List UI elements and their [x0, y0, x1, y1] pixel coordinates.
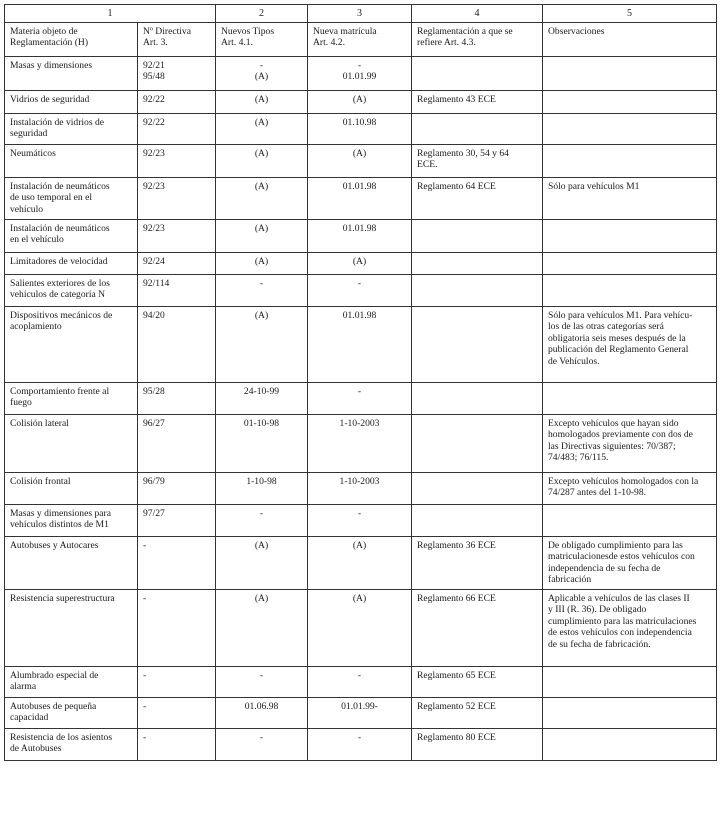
cell-nueva-matricula	[308, 536, 412, 589]
cell-line	[417, 508, 537, 520]
cell-line: (A)	[254, 539, 269, 551]
cell-line: cumplimiento para las matriculaciones	[548, 615, 697, 627]
cell-line	[548, 508, 711, 520]
cell-reglamentacion	[412, 306, 543, 382]
cell-line: -	[259, 507, 264, 519]
cell-line: de Autobuses	[10, 743, 62, 755]
column-number-3: 3	[308, 5, 412, 23]
cell-line: Instalación de vidrios de	[10, 116, 105, 128]
cell-directiva	[138, 414, 216, 472]
header-nueva-matricula	[308, 22, 412, 56]
cell-materia	[5, 472, 138, 504]
cell-reglamentacion	[412, 90, 543, 113]
cell-line: -	[357, 731, 362, 743]
cell-nueva-matricula	[308, 697, 412, 728]
cell-line: 92/24	[143, 255, 165, 267]
cell-line: -	[143, 592, 147, 604]
cell-line: -	[143, 669, 147, 681]
table-row	[5, 536, 717, 589]
cell-line	[548, 94, 711, 106]
cell-line: 92/22	[143, 116, 165, 128]
cell-directiva	[138, 666, 216, 697]
header-nuevos-tipos	[216, 22, 308, 56]
cell-line: 96/27	[143, 417, 165, 429]
cell-line: -	[357, 59, 362, 71]
cell-nuevos-tipos	[216, 219, 308, 252]
cell-reglamentacion	[412, 472, 543, 504]
cell-reglamentacion	[412, 666, 543, 697]
cell-line: Masas y dimensiones	[10, 59, 93, 71]
cell-line: Reglamento 64 ECE	[417, 180, 496, 192]
cell-nueva-matricula	[308, 144, 412, 177]
cell-line: -	[259, 669, 264, 681]
cell-line: Aplicable a vehículos de las clases II	[548, 592, 690, 604]
cell-materia	[5, 252, 138, 274]
cell-line: -	[143, 539, 147, 551]
cell-nueva-matricula	[308, 113, 412, 144]
regulation-table	[4, 4, 717, 761]
cell-directiva	[138, 144, 216, 177]
cell-observaciones	[543, 90, 717, 113]
cell-line: (A)	[254, 116, 269, 128]
table-row	[5, 90, 717, 113]
table-row	[5, 697, 717, 728]
cell-materia	[5, 177, 138, 219]
cell-materia	[5, 306, 138, 382]
cell-materia	[5, 113, 138, 144]
cell-materia	[5, 90, 138, 113]
cell-line	[548, 732, 711, 744]
cell-line: 01.10.98	[342, 116, 377, 128]
cell-materia	[5, 666, 138, 697]
cell-line: (A)	[254, 71, 269, 83]
cell-observaciones	[543, 504, 717, 536]
table-row	[5, 666, 717, 697]
cell-nuevos-tipos	[216, 252, 308, 274]
cell-nueva-matricula	[308, 728, 412, 760]
cell-line	[417, 476, 537, 488]
cell-observaciones	[543, 728, 717, 760]
cell-directiva	[138, 306, 216, 382]
cell-line: (A)	[254, 222, 269, 234]
cell-line: 01.01.99-	[341, 700, 378, 712]
cell-directiva	[138, 382, 216, 414]
cell-observaciones	[543, 414, 717, 472]
cell-line: Excepto vehículos que hayan sido	[548, 417, 679, 429]
header-line: Art. 4.1.	[221, 37, 253, 49]
cell-nueva-matricula	[308, 219, 412, 252]
cell-line: (A)	[254, 255, 269, 267]
cell-line: Instalación de neumáticos	[10, 222, 110, 234]
cell-line: (A)	[254, 180, 269, 192]
cell-line: las Directivas siguientes: 70/387;	[548, 440, 676, 452]
table-row	[5, 113, 717, 144]
cell-materia	[5, 382, 138, 414]
cell-observaciones	[543, 472, 717, 504]
header-materia	[5, 22, 138, 56]
cell-nuevos-tipos	[216, 414, 308, 472]
cell-nuevos-tipos	[216, 728, 308, 760]
cell-line: De obligado cumplimiento para las	[548, 539, 683, 551]
column-number-4: 4	[412, 5, 543, 23]
cell-observaciones	[543, 252, 717, 274]
cell-nueva-matricula	[308, 666, 412, 697]
cell-line: Reglamento 52 ECE	[417, 700, 496, 712]
cell-line	[417, 418, 537, 430]
header-line: Reglamentación (H)	[10, 37, 89, 49]
cell-nuevos-tipos	[216, 666, 308, 697]
cell-line	[548, 256, 711, 268]
cell-line: 92/114	[143, 277, 170, 289]
cell-observaciones	[543, 144, 717, 177]
cell-line: 1-10-2003	[339, 475, 380, 487]
cell-materia	[5, 697, 138, 728]
header-line: Nueva matrícula	[313, 25, 377, 37]
cell-line	[548, 701, 711, 713]
cell-line: matriculacionesde estos vehículos con	[548, 551, 695, 563]
cell-line	[417, 223, 537, 235]
cell-line: ECE.	[417, 159, 438, 171]
cell-line	[548, 278, 711, 290]
column-number-5: 5	[543, 5, 717, 23]
cell-nueva-matricula	[308, 306, 412, 382]
cell-line	[417, 117, 537, 129]
cell-line: (A)	[352, 592, 367, 604]
cell-line: -	[259, 277, 264, 289]
cell-nuevos-tipos	[216, 144, 308, 177]
cell-line: 1-10-98	[246, 475, 277, 487]
cell-materia	[5, 504, 138, 536]
cell-line: Masas y dimensiones para	[10, 507, 111, 519]
cell-directiva	[138, 536, 216, 589]
table-row	[5, 504, 717, 536]
cell-line: 01.01.98	[342, 309, 377, 321]
cell-observaciones	[543, 589, 717, 666]
cell-line: (A)	[352, 147, 367, 159]
cell-nueva-matricula	[308, 472, 412, 504]
cell-observaciones	[543, 697, 717, 728]
header-line: Art. 3.	[143, 37, 168, 49]
cell-line: Reglamento 36 ECE	[417, 539, 496, 551]
table-row	[5, 306, 717, 382]
column-number-2: 2	[216, 5, 308, 23]
cell-line: Salientes exteriores de los	[10, 277, 110, 289]
cell-directiva	[138, 274, 216, 306]
cell-line: -	[357, 277, 362, 289]
cell-line: 95/28	[143, 385, 165, 397]
cell-reglamentacion	[412, 274, 543, 306]
cell-line: 01-10-98	[243, 417, 280, 429]
cell-directiva	[138, 504, 216, 536]
header-line: Nº Directiva	[143, 25, 191, 37]
cell-nueva-matricula	[308, 589, 412, 666]
cell-line: de su fecha de fabricación.	[548, 638, 651, 650]
header-line: Art. 4.2.	[313, 37, 345, 49]
cell-line: Autobuses de pequeña	[10, 700, 97, 712]
cell-line: Autobuses y Autocares	[10, 539, 99, 551]
cell-nuevos-tipos	[216, 589, 308, 666]
cell-line: de estos vehículos con independencia	[548, 627, 692, 639]
cell-line: (A)	[352, 93, 367, 105]
cell-line: -	[259, 59, 264, 71]
cell-directiva	[138, 177, 216, 219]
cell-line: Colisión lateral	[10, 417, 69, 429]
cell-observaciones	[543, 306, 717, 382]
document-page	[4, 4, 716, 761]
cell-line: -	[357, 669, 362, 681]
cell-line: vehículos de categoría N	[10, 289, 106, 301]
cell-line: seguridad	[10, 128, 48, 140]
cell-directiva	[138, 728, 216, 760]
cell-line: (A)	[352, 539, 367, 551]
cell-line	[417, 60, 537, 72]
cell-directiva	[138, 697, 216, 728]
cell-line: Alumbrado especial de	[10, 669, 99, 681]
cell-line: vehículo	[10, 203, 44, 215]
cell-line: en el vehículo	[10, 234, 64, 246]
cell-materia	[5, 414, 138, 472]
cell-observaciones	[543, 177, 717, 219]
cell-observaciones	[543, 56, 717, 90]
cell-line: publicación del Reglamento General	[548, 344, 689, 356]
table-row	[5, 144, 717, 177]
cell-line: alarma	[10, 681, 37, 693]
cell-line: obligatoria seis meses después de la	[548, 332, 686, 344]
cell-reglamentacion	[412, 252, 543, 274]
cell-materia	[5, 728, 138, 760]
cell-line: -	[259, 731, 264, 743]
cell-directiva	[138, 113, 216, 144]
cell-directiva	[138, 219, 216, 252]
cell-line: 95/48	[143, 71, 165, 83]
cell-line	[417, 278, 537, 290]
cell-line: Reglamento 66 ECE	[417, 592, 496, 604]
cell-line: Dispositivos mecánicos de	[10, 309, 113, 321]
cell-nuevos-tipos	[216, 472, 308, 504]
cell-directiva	[138, 472, 216, 504]
cell-line: 92/22	[143, 93, 165, 105]
cell-line: Vidrios de seguridad	[10, 93, 90, 105]
cell-line: 92/23	[143, 222, 165, 234]
cell-reglamentacion	[412, 414, 543, 472]
cell-line: 1-10-2003	[339, 417, 380, 429]
cell-observaciones	[543, 666, 717, 697]
cell-observaciones	[543, 274, 717, 306]
cell-directiva	[138, 252, 216, 274]
cell-line: 24-10-99	[243, 385, 280, 397]
cell-line: acoplamiento	[10, 321, 62, 333]
table-row	[5, 177, 717, 219]
cell-line: -	[357, 507, 362, 519]
cell-nuevos-tipos	[216, 536, 308, 589]
cell-nuevos-tipos	[216, 56, 308, 90]
cell-line: (A)	[254, 93, 269, 105]
cell-observaciones	[543, 113, 717, 144]
cell-reglamentacion	[412, 728, 543, 760]
cell-nuevos-tipos	[216, 504, 308, 536]
cell-line: Instalación de neumáticos	[10, 180, 110, 192]
cell-line	[548, 670, 711, 682]
column-number-row	[5, 5, 717, 23]
cell-line: Reglamento 80 ECE	[417, 731, 496, 743]
cell-materia	[5, 274, 138, 306]
header-directiva	[138, 22, 216, 56]
cell-observaciones	[543, 219, 717, 252]
header-line: Reglamentación a que se	[417, 25, 513, 37]
cell-nueva-matricula	[308, 274, 412, 306]
cell-line: -	[357, 385, 362, 397]
cell-line: Limitadores de velocidad	[10, 255, 108, 267]
cell-line: 92/21	[143, 59, 165, 71]
cell-line: -	[143, 700, 147, 712]
cell-line: 92/23	[143, 180, 165, 192]
cell-directiva	[138, 56, 216, 90]
cell-line: independencia de su fecha de	[548, 562, 661, 574]
cell-line: (A)	[254, 592, 269, 604]
cell-line: 74/483; 76/115.	[548, 452, 609, 464]
cell-reglamentacion	[412, 697, 543, 728]
cell-line: homologados previamente con dos de	[548, 429, 693, 441]
cell-observaciones	[543, 536, 717, 589]
cell-line: Reglamento 43 ECE	[417, 93, 496, 105]
cell-line: 74/287 antes del 1-10-98.	[548, 487, 647, 499]
cell-line	[417, 386, 537, 398]
cell-reglamentacion	[412, 56, 543, 90]
cell-line: Reglamento 30, 54 y 64	[417, 147, 509, 159]
cell-line	[417, 310, 537, 322]
cell-nuevos-tipos	[216, 382, 308, 414]
table-row	[5, 274, 717, 306]
cell-nueva-matricula	[308, 90, 412, 113]
table-row	[5, 252, 717, 274]
cell-line: 01.01.98	[342, 222, 377, 234]
cell-nuevos-tipos	[216, 113, 308, 144]
cell-line: Sólo para vehículos M1	[548, 180, 640, 192]
cell-reglamentacion	[412, 589, 543, 666]
cell-reglamentacion	[412, 144, 543, 177]
cell-line: 01.06.98	[244, 700, 279, 712]
header-line: Observaciones	[548, 25, 605, 37]
cell-line: (A)	[254, 147, 269, 159]
header-reglamentacion	[412, 22, 543, 56]
cell-nueva-matricula	[308, 177, 412, 219]
cell-line: Comportamiento frente al	[10, 385, 110, 397]
table-row	[5, 414, 717, 472]
cell-line: Resistencia superestructura	[10, 592, 115, 604]
cell-line	[548, 386, 711, 398]
cell-nuevos-tipos	[216, 274, 308, 306]
cell-line: 97/27	[143, 507, 165, 519]
cell-line: (A)	[254, 309, 269, 321]
cell-reglamentacion	[412, 219, 543, 252]
cell-materia	[5, 56, 138, 90]
cell-materia	[5, 144, 138, 177]
cell-line: de Vehículos.	[548, 355, 600, 367]
table-row	[5, 56, 717, 90]
cell-nuevos-tipos	[216, 306, 308, 382]
cell-directiva	[138, 589, 216, 666]
cell-reglamentacion	[412, 504, 543, 536]
header-row	[5, 22, 717, 56]
table-row	[5, 382, 717, 414]
table-row	[5, 728, 717, 760]
cell-line	[548, 60, 711, 72]
cell-reglamentacion	[412, 113, 543, 144]
cell-materia	[5, 536, 138, 589]
cell-line: Neumáticos	[10, 147, 56, 159]
column-number-1: 1	[5, 5, 216, 23]
cell-reglamentacion	[412, 382, 543, 414]
cell-line: de uso temporal en el	[10, 192, 93, 204]
cell-line: Colisión frontal	[10, 475, 71, 487]
cell-line: y III (R. 36). De obligado	[548, 604, 647, 616]
header-observaciones	[543, 22, 717, 56]
cell-nuevos-tipos	[216, 90, 308, 113]
header-line: Materia objeto de	[10, 25, 78, 37]
cell-nueva-matricula	[308, 504, 412, 536]
header-line: refiere Art. 4.3.	[417, 37, 476, 49]
cell-line: 96/79	[143, 475, 165, 487]
cell-nuevos-tipos	[216, 697, 308, 728]
table-row	[5, 219, 717, 252]
cell-reglamentacion	[412, 536, 543, 589]
cell-line: fuego	[10, 397, 32, 409]
cell-directiva	[138, 90, 216, 113]
cell-line	[548, 148, 711, 160]
cell-line	[548, 223, 711, 235]
cell-line: fabricación	[548, 574, 592, 586]
cell-line: los de las otras categorías será	[548, 321, 664, 333]
table-row	[5, 589, 717, 666]
cell-materia	[5, 589, 138, 666]
cell-line: -	[143, 731, 147, 743]
cell-nueva-matricula	[308, 56, 412, 90]
cell-line: (A)	[352, 255, 367, 267]
cell-line	[417, 256, 537, 268]
cell-line: 01.01.98	[342, 180, 377, 192]
cell-line: 94/20	[143, 309, 165, 321]
table-row	[5, 472, 717, 504]
cell-line: capacidad	[10, 712, 49, 724]
cell-observaciones	[543, 382, 717, 414]
cell-line	[548, 117, 711, 129]
cell-line: Excepto vehículos homologados con la	[548, 475, 699, 487]
cell-line: 01.01.99	[342, 71, 377, 83]
cell-line: Resistencia de los asientos	[10, 731, 113, 743]
cell-line: Reglamento 65 ECE	[417, 669, 496, 681]
cell-nuevos-tipos	[216, 177, 308, 219]
cell-line: vehículos distintos de M1	[10, 519, 109, 531]
cell-nueva-matricula	[308, 414, 412, 472]
cell-reglamentacion	[412, 177, 543, 219]
cell-materia	[5, 219, 138, 252]
cell-line: 92/23	[143, 147, 165, 159]
cell-nueva-matricula	[308, 252, 412, 274]
header-line: Nuevos Tipos	[221, 25, 275, 37]
cell-line: Sólo para vehículos M1. Para vehícu-	[548, 309, 693, 321]
cell-nueva-matricula	[308, 382, 412, 414]
